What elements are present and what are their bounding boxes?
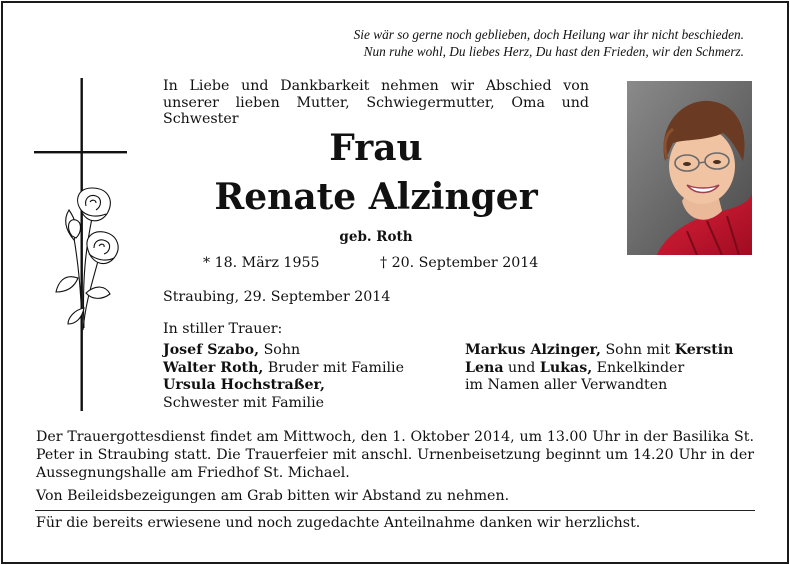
thanks-text: Für die bereits erwiesene und noch zugedachte Anteilnahme danken wir herzlichst.	[36, 515, 641, 531]
mourner-name: Walter Roth,	[163, 359, 264, 376]
service-info: Der Trauergottesdienst findet am Mittwoch, den 1. Oktober 2014, um 13.00 Uhr in der Basilika St. Peter in Straubing statt. Die Trauerfeier mit anschl. Urnenbeisetzung beginnt um 14.20 Uhr in der Aussegnungshalle am Friedhof St. Michael.	[36, 429, 754, 481]
divider	[35, 510, 755, 511]
mourner-conjunction: und	[503, 359, 540, 376]
intro-text: In Liebe und Dankbarkeit nehmen wir Abschied von unserer lieben Mutter, Schwiegermutter, Oma und Schwester	[163, 78, 589, 127]
cross-icon	[34, 78, 134, 413]
mourner-row: im Namen aller Verwandten	[465, 377, 668, 393]
mourners-left	[163, 342, 404, 412]
poem-line-1: Sie wär so gerne noch geblieben, doch Heilung war ihr nicht beschieden.	[353, 27, 744, 42]
mourner-name: Kerstin	[674, 342, 734, 358]
mourner-row	[163, 360, 404, 378]
mourner-row	[465, 342, 733, 360]
mourner-row	[163, 377, 404, 395]
portrait-photo	[627, 81, 752, 255]
mourner-relation: Sohn mit	[600, 342, 675, 358]
place-date: Straubing, 29. September 2014	[163, 289, 391, 305]
poem	[184, 26, 744, 60]
mourner-row	[163, 395, 404, 413]
mourner-name: Josef Szabo,	[163, 342, 260, 358]
mourner-row	[465, 360, 733, 378]
condolence-request: Von Beileidsbezeigungen am Grab bitten wir Abstand zu nehmen.	[36, 488, 510, 504]
mourner-relation: Enkelkinder	[592, 359, 685, 376]
mourner-relation: Sohn	[259, 342, 301, 358]
roses-icon	[56, 188, 118, 330]
mourner-name: Lena	[465, 359, 504, 376]
mourner-name: Ursula Hochstraßer,	[163, 377, 325, 393]
salutation: Frau	[329, 127, 423, 169]
birth-date: * 18. März 1955	[203, 255, 320, 271]
mourner-row	[163, 342, 404, 360]
mourners-right	[465, 342, 733, 395]
deceased-name: Renate Alzinger	[214, 176, 538, 218]
birth-name: geb. Roth	[339, 229, 413, 245]
death-date: † 20. September 2014	[380, 255, 539, 271]
mourner-relation: Schwester mit Familie	[163, 394, 325, 411]
mourner-name: Lukas,	[539, 359, 593, 376]
mourner-relation: Bruder mit Familie	[263, 359, 404, 376]
mourning-label: In stiller Trauer:	[163, 321, 283, 337]
mourner-name: Markus Alzinger,	[465, 342, 601, 358]
poem-line-2: Nun ruhe wohl, Du liebes Herz, Du hast den Frieden, wir den Schmerz.	[363, 44, 744, 59]
